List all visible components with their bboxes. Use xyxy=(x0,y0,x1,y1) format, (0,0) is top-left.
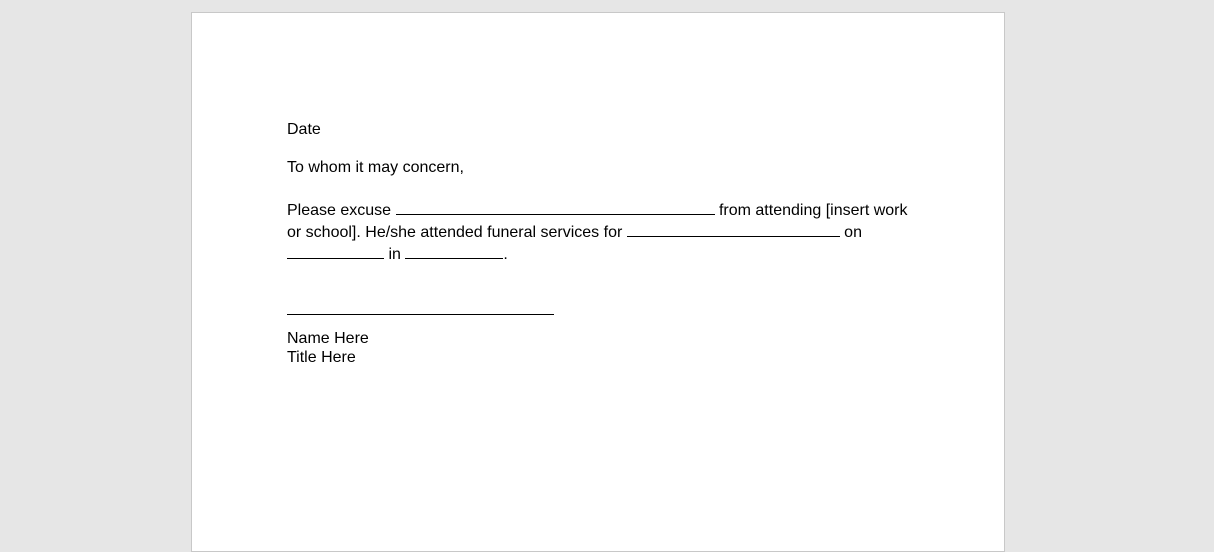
letter-body xyxy=(287,198,927,264)
body-text-excuse: Please excuse xyxy=(287,202,396,219)
body-line-2 xyxy=(287,220,927,242)
blank-deceased-name xyxy=(627,220,840,237)
body-line-1 xyxy=(287,198,927,220)
blank-date xyxy=(287,242,384,259)
document-page xyxy=(191,12,1005,552)
body-text-period: . xyxy=(503,246,508,263)
blank-place xyxy=(405,242,503,259)
body-text-attending: from attending [insert work xyxy=(714,202,908,219)
body-line-3 xyxy=(287,242,927,264)
date-line: Date xyxy=(287,121,321,138)
blank-person-name xyxy=(396,198,715,215)
signature-line xyxy=(287,314,554,315)
salutation: To whom it may concern, xyxy=(287,159,464,176)
body-text-in: in xyxy=(384,246,406,263)
body-text-on: on xyxy=(839,224,862,241)
signature-name: Name Here xyxy=(287,330,369,347)
signature-title: Title Here xyxy=(287,349,356,366)
body-text-services: or school]. He/she attended funeral services for xyxy=(287,224,627,241)
